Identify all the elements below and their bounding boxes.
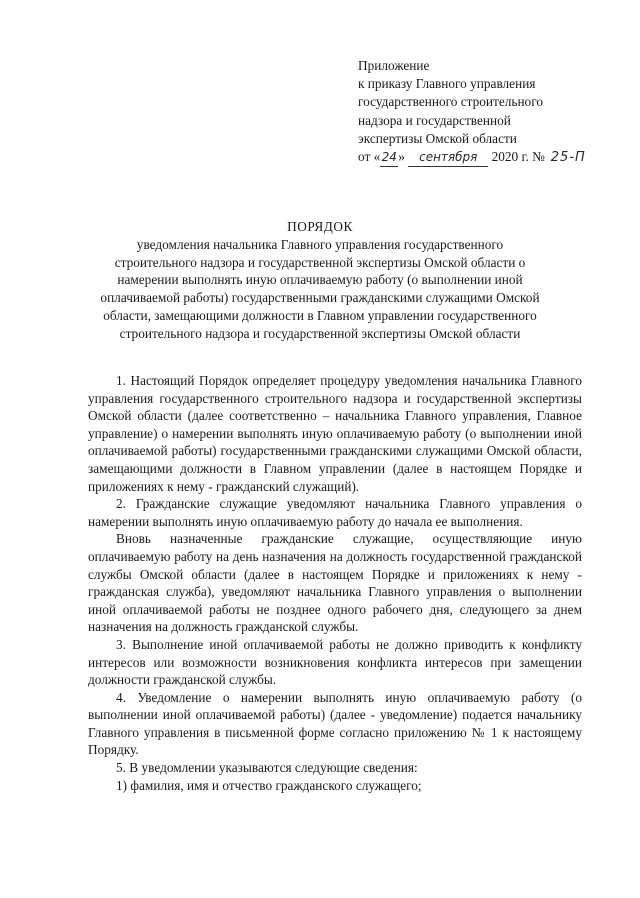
appendix-heading: Приложение xyxy=(358,58,430,73)
document-title-block xyxy=(100,218,540,343)
date-mid: » xyxy=(398,149,409,165)
document-subtitle: уведомления начальника Главного управления государственного строительного надзора и государственной экспертизы Омской области о намерении выполнять иную оплачиваемую работу (о выполнении иной оплачиваемой работы) государственными гражданскими служащими Омской области, замещающими должности в Главном управлении государственного строительного надзора и государственной экспертизы Омской области xyxy=(100,236,540,341)
date-prefix: от « xyxy=(358,149,381,165)
paragraph: 5. В уведомлении указываются следующие сведения: xyxy=(116,760,418,776)
paragraph: 4. Уведомление о намерении выполнять иную оплачиваемую работу (о выполнении иной оплачиваемой работы) (далее - уведомление) подается начальнику Главного управления в письменной форме согласно приложению № 1 к настоящему Порядку. xyxy=(88,689,582,758)
document-body xyxy=(88,372,582,794)
paragraph: Вновь назначенные гражданские служащие, осуществляющие иную оплачиваемую работу на день назначения на должность государственной гражданской службы Омской области (далее в настоящем Порядке и приложениях к нему - гражданская служба), уведомляют начальника Главного управления о выполнении иной оплачиваемой работы не позднее одного рабочего дня, следующего за днем назначения на должность гражданской службы. xyxy=(88,531,582,635)
paragraph: 2. Гражданские служащие уведомляют начальника Главного управления о намерении выполнять иную оплачиваемую работу до начала ее выполнения. xyxy=(88,496,582,529)
appendix-line: к приказу Главного управления xyxy=(358,76,536,92)
date-year: 2020 г. № xyxy=(488,149,545,165)
appendix-line: надзора и государственной xyxy=(358,112,511,128)
paragraph: 3. Выполнение иной оплачиваемой работы не должно приводить к конфликту интересов или возможности возникновения конфликта интересов при замещении должности гражданской службы. xyxy=(88,636,582,688)
paragraph: 1. Настоящий Порядок определяет процедуру уведомления начальника Главного управления государственного строительного надзора и государственной экспертизы Омской области (далее соответственно – начальника Главного управления, Главное управление) о намерении выполнять иную оплачиваемую работу (о выполнении иной оплачиваемой работы) государственными гражданскими служащими Омской области, замещающими должности в Главном управлении (далее в настоящем Порядке и приложениях к нему - гражданский служащий). xyxy=(88,373,582,494)
document-title: ПОРЯДОК xyxy=(287,219,353,234)
appendix-date-line xyxy=(358,148,638,167)
handwritten-month: сентября xyxy=(408,148,488,167)
handwritten-day: 24 xyxy=(380,148,398,167)
handwritten-order-number: 25-П xyxy=(550,150,586,166)
appendix-block xyxy=(358,57,638,167)
appendix-line: экспертизы Омской области xyxy=(358,130,517,146)
paragraph: 1) фамилия, имя и отчество гражданского служащего; xyxy=(116,777,422,793)
appendix-line: государственного строительного xyxy=(358,94,543,110)
